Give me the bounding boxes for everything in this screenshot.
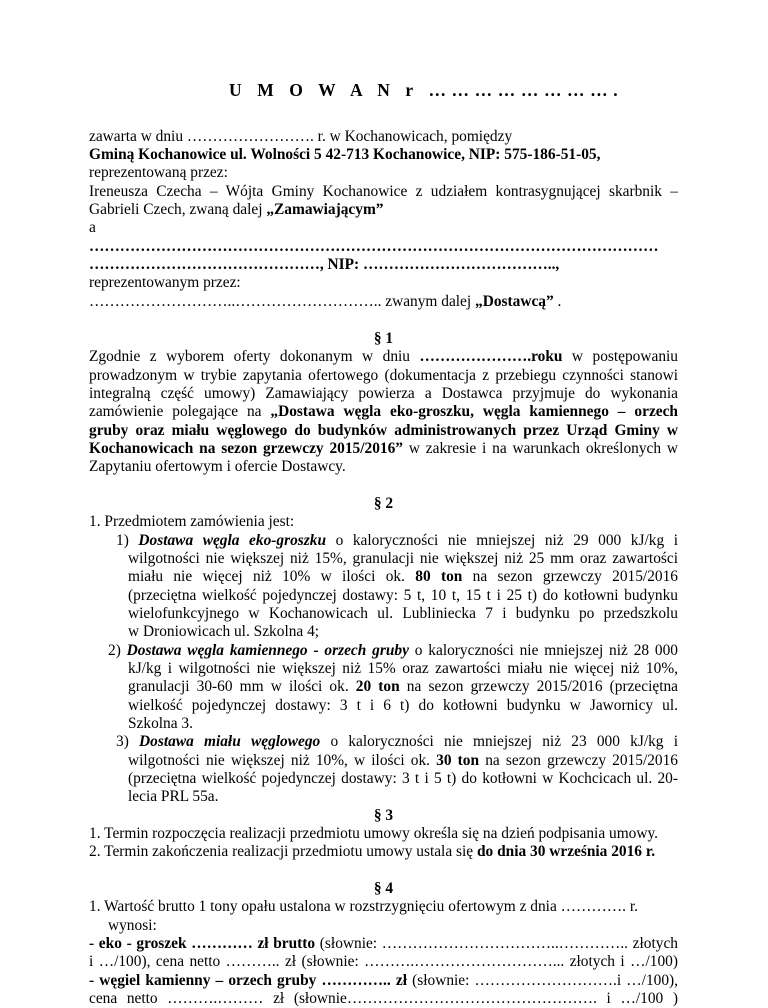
section-1-heading: § 1	[373, 330, 394, 347]
s1-line-1	[89, 348, 678, 366]
s1-line-1-text: Zgodnie z wyborem oferty dokonanym w dniu	[89, 348, 420, 365]
s1-line-2: prowadzonym w trybie zapytania ofertowego (dokumentacja z przebiegu czynności stanowi	[89, 367, 678, 384]
intro-line-10	[89, 293, 678, 311]
s2-item-2-title: Dostawa węgla kamiennego - orzech gruby	[126, 642, 409, 659]
document-title: U M O W A N r …………………….	[229, 80, 624, 100]
s2-item-2-line-3-text: granulacji 30-60 mm w ilości ok.	[128, 678, 356, 695]
s2-item-2-quantity: 20 ton	[355, 678, 400, 695]
s4-line-2: wynosi:	[108, 917, 157, 934]
s2-item-1-number: 1)	[116, 532, 139, 549]
s2-item-3-line-4: lecia PRL 55a.	[128, 788, 219, 805]
s3-line-1: 1. Termin rozpoczęcia realizacji przedmiotu umowy określa się na dzień podpisania umowy.	[89, 825, 659, 842]
intro-line-4: Ireneusza Czecha – Wójta Gminy Kochanowice z udziałem kontrasygnującej skarbnik –	[89, 183, 678, 200]
s1-line-3: integralną część umowy) Zamawiający powierza a Dostawca przyjmuje do wykonania	[89, 385, 678, 402]
s2-item-3-text: o kaloryczności nie mniejszej niż 23 000 kJ/kg i	[320, 733, 678, 750]
s1-order-title-part-2: gruby oraz miału węglowego do budynków administrowanych przez Urząd Gminy w	[89, 422, 678, 439]
s2-item-3-line-2-end: na sezon grzewczy 2015/2016	[479, 752, 678, 769]
intro-line-2: Gminą Kochanowice ul. Wolności 5 42-713 Kochanowice, NIP: 575-186-51-05,	[89, 146, 601, 163]
s1-date-placeholder: ………………….roku	[419, 348, 563, 365]
zamawiajacy-label: „Zamawiającym”	[266, 201, 384, 218]
s4-line-3-text: (słownie: ……………………………..………….. złotych	[315, 935, 678, 952]
section-4-heading: § 4	[373, 880, 394, 897]
intro-line-3: reprezentowaną przez:	[89, 164, 228, 181]
intro-line-7: …………………………………………………………………………………………………	[89, 238, 659, 255]
s2-item-2-line-2: kJ/kg i wilgotności nie większej niż 15% oraz zawartości miału nie więcej niż 10%,	[128, 660, 678, 677]
s4-line-5	[89, 972, 678, 990]
s3-end-date: do dnia 30 września 2016 r.	[476, 843, 656, 860]
s3-line-2	[89, 843, 678, 861]
intro-line-5-text: Gabrieli Czech, zwaną dalej	[89, 201, 267, 218]
s1-line-6-text: w zakresie i na warunkach określonych w	[403, 440, 678, 457]
s2-item-2-text: o kaloryczności nie mniejszej niż 28 000	[408, 642, 678, 659]
intro-line-8: ………………………………………, NIP: ………………………………..,	[89, 256, 560, 273]
s2-item-1-text: o kaloryczności nie mniejszej niż 29 000 kJ/kg i	[326, 532, 678, 549]
s2-item-2-line-1	[108, 642, 678, 660]
s1-line-4	[89, 403, 678, 421]
s4-eko-groszek-price: - eko - groszek ………… zł brutto	[89, 935, 316, 952]
section-2-heading: § 2	[373, 495, 394, 512]
s2-item-1-line-3-end: na sezon grzewczy 2015/2016	[462, 568, 678, 585]
s4-line-5-text: (słownie: ……………………….i …/100),	[407, 972, 678, 989]
s2-item-1-line-6: w Droniowicach ul. Szkolna 4;	[128, 623, 320, 640]
s2-item-1-line-5: wielofunkcyjnego w Kochanowicach ul. Lubliniecka 7 i budynku po przedszkolu	[128, 605, 678, 622]
s1-order-title-part-1: „Dostawa węgla eko-groszku, węgla kamiennego – orzech	[270, 403, 678, 420]
s3-line-2-text: 2. Termin zakończenia realizacji przedmiotu umowy ustala się	[89, 843, 477, 860]
s4-line-3	[89, 935, 678, 953]
s2-lead: 1. Przedmiotem zamówienia jest:	[89, 513, 295, 530]
s1-order-title-part-3: Kochanowicach na sezon grzewczy 2015/2016”	[89, 440, 403, 457]
intro-line-10-end: .	[553, 293, 562, 310]
intro-line-1: zawarta w dniu ……………………. r. w Kochanowicach, pomiędzy	[89, 128, 513, 145]
s4-line-1: 1. Wartość brutto 1 tony opału ustalona w rozstrzygnięciu ofertowym z dnia …………. r.	[89, 898, 639, 915]
s2-item-3-quantity: 30 ton	[436, 752, 480, 769]
s1-line-4-text: zamówienie polegające na	[89, 403, 271, 420]
s1-line-7: Zapytaniu ofertowym i ofercie Dostawcy.	[89, 458, 346, 475]
s2-item-1-line-3-text: miału nie więcej niż 10% w ilości ok.	[128, 568, 416, 585]
section-3-heading: § 3	[373, 807, 394, 824]
s2-item-1-line-3	[128, 568, 678, 586]
s2-item-2-line-5: Szkolna 3.	[128, 715, 193, 732]
s2-item-3-title: Dostawa miału węglowego	[139, 733, 321, 750]
dostawca-label: „Dostawcą”	[475, 293, 554, 310]
intro-line-5	[89, 201, 678, 219]
s4-line-6: cena netto ……….……… zł (słownie…………………………………………. i …/100 )	[89, 990, 678, 1007]
s2-item-3-number: 3)	[116, 733, 140, 750]
s2-item-1-line-1	[116, 532, 678, 550]
s2-item-3-line-2-text: wilgotności nie większej niż 10%, w ilości ok.	[128, 752, 437, 769]
intro-line-10-text: ………………………..……………………….. zwanym dalej	[89, 293, 476, 310]
s2-item-3-line-1	[116, 733, 678, 751]
s2-item-1-title: Dostawa węgla eko-groszku	[138, 532, 327, 549]
s2-item-3-line-3: (przeciętna wielkość pojedynczej dostawy: 3 t i 5 t) do kotłowni w Kochcicach ul. 20-	[128, 770, 678, 787]
s2-item-1-line-2: wilgotności nie większej niż 15%, granulacji nie większej niż 25 mm oraz zawartości	[128, 550, 678, 567]
s2-item-2-line-4: wielkość pojedynczej dostawy: 3 t i 6 t) do kotłowni budynku w Jawornicy ul.	[128, 697, 678, 714]
s4-line-4: i …/100), cena netto ……….. zł (słownie: ……….………………………... złotych i …/100)	[89, 953, 678, 970]
s2-item-2-number: 2)	[108, 642, 127, 659]
s1-line-6	[89, 440, 678, 458]
s1-line-1-end: w postępowaniu	[562, 348, 678, 365]
s2-item-2-line-3	[128, 678, 678, 696]
intro-line-9: reprezentowanym przez:	[89, 274, 241, 291]
s2-item-1-line-4: (przeciętna wielkość pojedynczej dostawy: 5 t, 10 t, 15 t i 25 t) do kotłowni budynku	[128, 587, 678, 604]
intro-line-6: a	[89, 219, 96, 236]
s4-wegiel-kamienny-price: - węgiel kamienny – orzech gruby ………….. zł	[89, 972, 407, 989]
s2-item-3-line-2	[128, 752, 678, 770]
s2-item-1-quantity: 80 ton	[415, 568, 463, 585]
s2-item-2-line-3-end: na sezon grzewczy 2015/2016 (przeciętna	[399, 678, 678, 695]
